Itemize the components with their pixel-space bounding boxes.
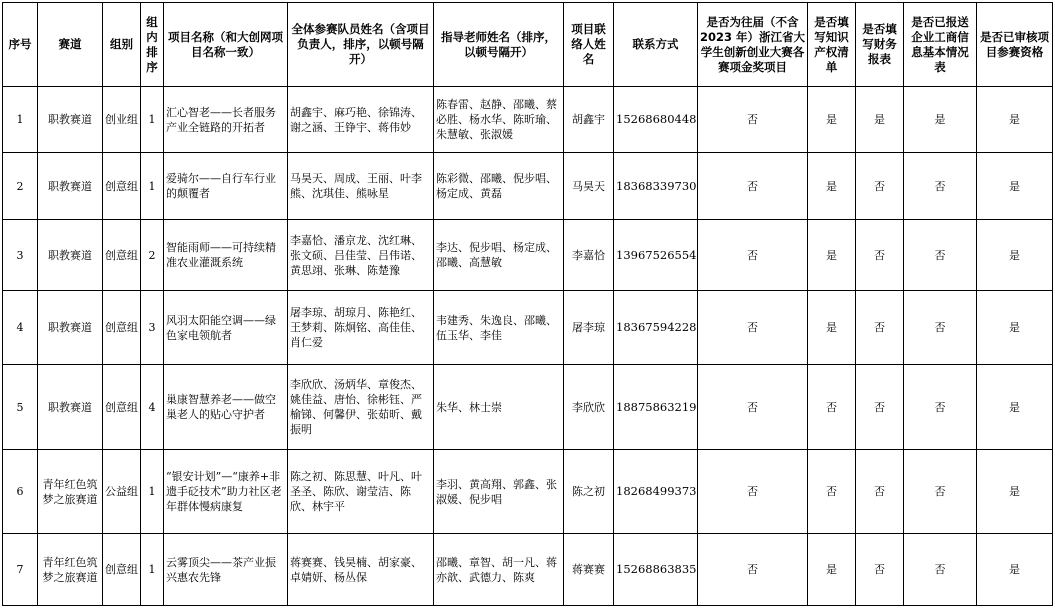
- cell-finance: 否: [856, 153, 904, 220]
- cell-contact: 蒋赛赛: [564, 534, 614, 606]
- cell-index: 7: [3, 534, 38, 606]
- cell-index: 4: [3, 291, 38, 365]
- cell-phone: 15268863835: [614, 534, 698, 606]
- cell-business: 否: [904, 153, 977, 220]
- table-row: [3, 291, 1053, 365]
- cell-rank: 1: [141, 450, 164, 534]
- cell-ip: 是: [808, 87, 856, 153]
- cell-phone: 18268499373: [614, 450, 698, 534]
- cell-group: 创意组: [103, 220, 141, 291]
- cell-project: 巢康智慧养老——做空巢老人的贴心守护者: [164, 365, 288, 450]
- table-row: [3, 87, 1053, 153]
- table-row: [3, 450, 1053, 534]
- cell-gold: 否: [698, 87, 808, 153]
- cell-track: 职教赛道: [38, 220, 103, 291]
- cell-phone: 18368339730: [614, 153, 698, 220]
- cell-members: 马昊天、周成、王丽、叶李熊、沈琪佳、熊咏星: [288, 153, 434, 220]
- cell-advisors: 陈彩微、邵曦、倪步唱、杨定成、黄磊: [434, 153, 564, 220]
- project-registration-table: [2, 2, 1053, 606]
- cell-members: 屠李琼、胡琼月、陈艳红、王梦莉、陈炯铭、高佳佳、肖仁爱: [288, 291, 434, 365]
- cell-track: 职教赛道: [38, 153, 103, 220]
- cell-project: 汇心智老——长者服务产业全链路的开拓者: [164, 87, 288, 153]
- header-gold: 是否为往届（不含 2023 年）浙江省大学生创新创业大赛各赛项金奖项目: [698, 3, 808, 87]
- cell-members: 陈之初、陈思慧、叶凡、叶圣圣、陈欣、谢莹洁、陈欣、林宇平: [288, 450, 434, 534]
- cell-track: 职教赛道: [38, 365, 103, 450]
- cell-finance: 否: [856, 450, 904, 534]
- cell-contact: 胡鑫宇: [564, 87, 614, 153]
- cell-ip: 是: [808, 534, 856, 606]
- header-ip: 是否填写知识产权清单: [808, 3, 856, 87]
- cell-qualified: 是: [977, 220, 1053, 291]
- cell-group: 创业组: [103, 87, 141, 153]
- cell-members: 蒋赛赛、钱昊楠、胡家豪、卓婧妍、杨丛保: [288, 534, 434, 606]
- cell-phone: 18875863219: [614, 365, 698, 450]
- header-track: 赛道: [38, 3, 103, 87]
- cell-ip: 否: [808, 365, 856, 450]
- cell-rank: 3: [141, 291, 164, 365]
- cell-index: 6: [3, 450, 38, 534]
- header-group: 组别: [103, 3, 141, 87]
- cell-project: 爱骑尔——自行车行业的颠覆者: [164, 153, 288, 220]
- cell-business: 否: [904, 220, 977, 291]
- cell-group: 创意组: [103, 365, 141, 450]
- cell-project: 智能雨师——可持续精准农业灌溉系统: [164, 220, 288, 291]
- cell-advisors: 邵曦、章智、胡一凡、蒋亦歆、武德力、陈爽: [434, 534, 564, 606]
- cell-track: 职教赛道: [38, 291, 103, 365]
- header-finance: 是否填写财务报表: [856, 3, 904, 87]
- cell-ip: 是: [808, 291, 856, 365]
- cell-index: 5: [3, 365, 38, 450]
- cell-advisors: 陈春雷、赵静、邵曦、蔡必胜、杨水华、陈昕瑜、朱慧敏、张淑媛: [434, 87, 564, 153]
- cell-ip: 否: [808, 450, 856, 534]
- cell-advisors: 韦建秀、朱逸良、邵曦、伍玉华、李佳: [434, 291, 564, 365]
- header-phone: 联系方式: [614, 3, 698, 87]
- cell-group: 创意组: [103, 291, 141, 365]
- cell-advisors: 李羽、黄高翔、郭鑫、张淑媛、倪步唱: [434, 450, 564, 534]
- cell-index: 3: [3, 220, 38, 291]
- cell-phone: 18367594228: [614, 291, 698, 365]
- cell-finance: 否: [856, 291, 904, 365]
- cell-qualified: 是: [977, 87, 1053, 153]
- cell-rank: 1: [141, 534, 164, 606]
- header-advisors: 指导老师姓名（排序，以顿号隔开）: [434, 3, 564, 87]
- header-row: [3, 3, 1053, 87]
- cell-members: 李嘉恰、潘京龙、沈红琳、张文硕、吕佳莹、吕伟诺、黄思翊、张琳、陈楚豫: [288, 220, 434, 291]
- cell-project: 风羽太阳能空调——绿色家电领航者: [164, 291, 288, 365]
- cell-track: 职教赛道: [38, 87, 103, 153]
- cell-gold: 否: [698, 450, 808, 534]
- cell-rank: 1: [141, 87, 164, 153]
- cell-group: 公益组: [103, 450, 141, 534]
- cell-ip: 是: [808, 220, 856, 291]
- cell-gold: 否: [698, 291, 808, 365]
- cell-finance: 否: [856, 220, 904, 291]
- cell-group: 创意组: [103, 534, 141, 606]
- cell-contact: 李欣欣: [564, 365, 614, 450]
- cell-group: 创意组: [103, 153, 141, 220]
- cell-gold: 否: [698, 153, 808, 220]
- cell-rank: 1: [141, 153, 164, 220]
- header-contact: 项目联络人姓名: [564, 3, 614, 87]
- cell-business: 否: [904, 291, 977, 365]
- cell-contact: 马昊天: [564, 153, 614, 220]
- header-members: 全体参赛队员姓名（含项目负责人，排序，以顿号隔开）: [288, 3, 434, 87]
- cell-phone: 15268680448: [614, 87, 698, 153]
- cell-qualified: 是: [977, 291, 1053, 365]
- cell-business: 是: [904, 87, 977, 153]
- cell-qualified: 是: [977, 365, 1053, 450]
- cell-finance: 否: [856, 365, 904, 450]
- cell-project: 云雾顶尖——茶产业振兴惠农先锋: [164, 534, 288, 606]
- cell-gold: 否: [698, 220, 808, 291]
- cell-rank: 4: [141, 365, 164, 450]
- cell-business: 否: [904, 534, 977, 606]
- header-index: 序号: [3, 3, 38, 87]
- header-business: 是否已报送企业工商信息基本情况表: [904, 3, 977, 87]
- cell-rank: 2: [141, 220, 164, 291]
- cell-finance: 是: [856, 87, 904, 153]
- cell-contact: 李嘉恰: [564, 220, 614, 291]
- cell-gold: 否: [698, 534, 808, 606]
- cell-contact: 屠李琼: [564, 291, 614, 365]
- cell-track: 青年红色筑梦之旅赛道: [38, 450, 103, 534]
- cell-business: 否: [904, 450, 977, 534]
- cell-advisors: 朱华、林士崇: [434, 365, 564, 450]
- cell-index: 1: [3, 87, 38, 153]
- cell-gold: 否: [698, 365, 808, 450]
- cell-members: 胡鑫宇、麻巧艳、徐锦涛、谢之涵、王铮宇、蒋伟妙: [288, 87, 434, 153]
- header-qualified: 是否已审核项目参赛资格: [977, 3, 1053, 87]
- cell-ip: 是: [808, 153, 856, 220]
- cell-finance: 否: [856, 534, 904, 606]
- cell-members: 李欣欣、汤炳华、章俊杰、姚佳益、唐怡、徐彬钰、严榆锑、何馨伊、张茹昕、戴振明: [288, 365, 434, 450]
- cell-qualified: 是: [977, 534, 1053, 606]
- cell-index: 2: [3, 153, 38, 220]
- cell-track: 青年红色筑梦之旅赛道: [38, 534, 103, 606]
- cell-advisors: 李达、倪步唱、杨定成、邵曦、高慧敏: [434, 220, 564, 291]
- table-row: [3, 153, 1053, 220]
- cell-qualified: 是: [977, 450, 1053, 534]
- cell-qualified: 是: [977, 153, 1053, 220]
- cell-business: 否: [904, 365, 977, 450]
- cell-project: “银安计划”—“康养+非遗手砭技术”助力社区老年群体慢病康复: [164, 450, 288, 534]
- cell-phone: 13967526554: [614, 220, 698, 291]
- table-row: [3, 220, 1053, 291]
- cell-contact: 陈之初: [564, 450, 614, 534]
- table-row: [3, 534, 1053, 606]
- header-rank: 组内排序: [141, 3, 164, 87]
- header-project: 项目名称（和大创网项目名称一致）: [164, 3, 288, 87]
- table-row: [3, 365, 1053, 450]
